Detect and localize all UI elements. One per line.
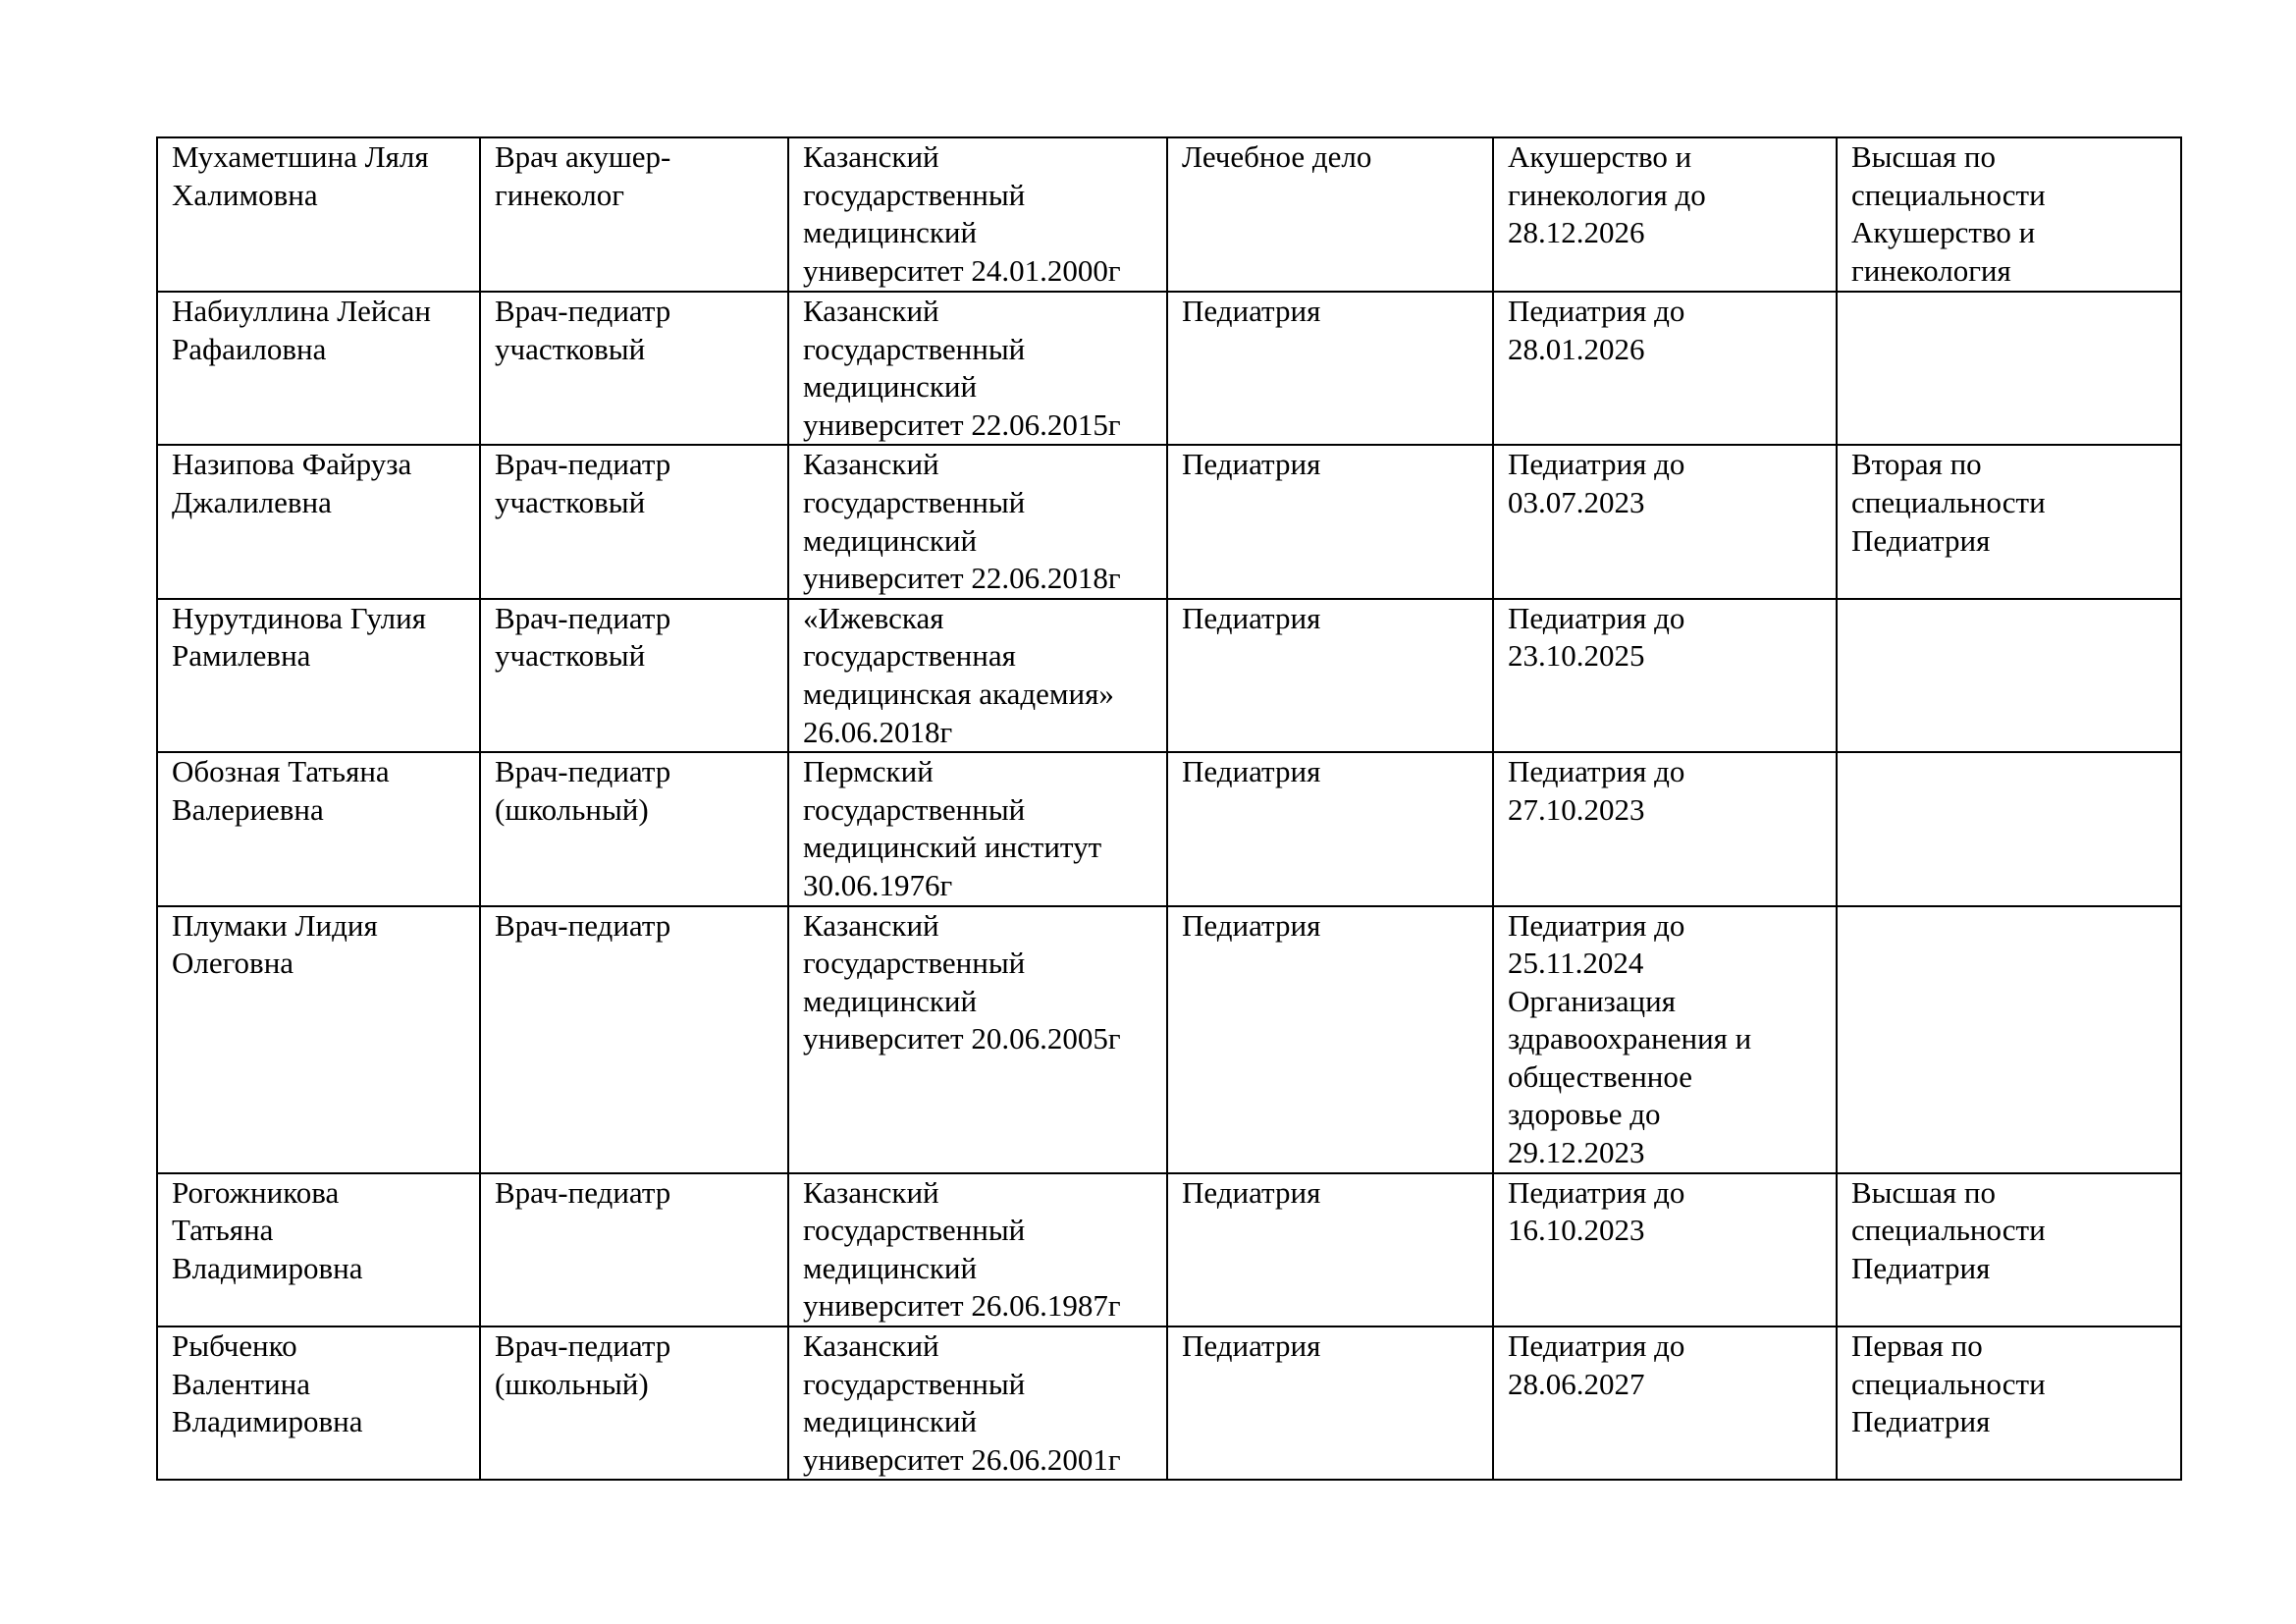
cell-certificate: Педиатрия до 25.11.2024 Организация здравоохранения и общественное здоровье до 29.12.2023 <box>1493 906 1837 1173</box>
cell-name: Назипова Файруза Джалилевна <box>157 445 480 598</box>
cell-specialty: Педиатрия <box>1167 752 1493 905</box>
cell-education: Казанский государственный медицинский университет 24.01.2000г <box>788 137 1167 292</box>
cell-category <box>1837 906 2181 1173</box>
cell-category: Первая по специальности Педиатрия <box>1837 1326 2181 1480</box>
cell-specialty: Педиатрия <box>1167 1173 1493 1326</box>
cell-specialty: Педиатрия <box>1167 1326 1493 1480</box>
cell-position: Врач-педиатр участковый <box>480 599 788 752</box>
cell-position: Врач-педиатр (школьный) <box>480 752 788 905</box>
table-row <box>157 445 2181 598</box>
cell-name: Обозная Татьяна Валериевна <box>157 752 480 905</box>
table-row <box>157 1173 2181 1326</box>
cell-certificate: Педиатрия до 27.10.2023 <box>1493 752 1837 905</box>
cell-category <box>1837 292 2181 445</box>
cell-position: Врач-педиатр <box>480 906 788 1173</box>
cell-category: Высшая по специальности Педиатрия <box>1837 1173 2181 1326</box>
cell-position: Врач акушер- гинеколог <box>480 137 788 292</box>
cell-certificate: Акушерство и гинекология до 28.12.2026 <box>1493 137 1837 292</box>
cell-category: Вторая по специальности Педиатрия <box>1837 445 2181 598</box>
cell-education: Пермский государственный медицинский институт 30.06.1976г <box>788 752 1167 905</box>
cell-position: Врач-педиатр участковый <box>480 292 788 445</box>
cell-education: «Ижевская государственная медицинская академия» 26.06.2018г <box>788 599 1167 752</box>
cell-name: Нурутдинова Гулия Рамилевна <box>157 599 480 752</box>
table-row <box>157 137 2181 292</box>
staff-table <box>156 136 2182 1481</box>
cell-position: Врач-педиатр (школьный) <box>480 1326 788 1480</box>
table-row <box>157 1326 2181 1480</box>
cell-specialty: Педиатрия <box>1167 906 1493 1173</box>
cell-education: Казанский государственный медицинский университет 26.06.1987г <box>788 1173 1167 1326</box>
cell-category: Высшая по специальности Акушерство и гинекология <box>1837 137 2181 292</box>
cell-certificate: Педиатрия до 03.07.2023 <box>1493 445 1837 598</box>
cell-position: Врач-педиатр <box>480 1173 788 1326</box>
table-row <box>157 599 2181 752</box>
cell-category <box>1837 599 2181 752</box>
cell-education: Казанский государственный медицинский университет 26.06.2001г <box>788 1326 1167 1480</box>
cell-education: Казанский государственный медицинский университет 22.06.2018г <box>788 445 1167 598</box>
cell-specialty: Педиатрия <box>1167 292 1493 445</box>
cell-category <box>1837 752 2181 905</box>
cell-name: Набиуллина Лейсан Рафаиловна <box>157 292 480 445</box>
cell-specialty: Лечебное дело <box>1167 137 1493 292</box>
cell-name: Рыбченко Валентина Владимировна <box>157 1326 480 1480</box>
cell-education: Казанский государственный медицинский университет 22.06.2015г <box>788 292 1167 445</box>
cell-certificate: Педиатрия до 23.10.2025 <box>1493 599 1837 752</box>
cell-certificate: Педиатрия до 28.06.2027 <box>1493 1326 1837 1480</box>
table-row <box>157 752 2181 905</box>
cell-position: Врач-педиатр участковый <box>480 445 788 598</box>
table-row <box>157 292 2181 445</box>
cell-education: Казанский государственный медицинский университет 20.06.2005г <box>788 906 1167 1173</box>
cell-name: Плумаки Лидия Олеговна <box>157 906 480 1173</box>
cell-name: Рогожникова Татьяна Владимировна <box>157 1173 480 1326</box>
cell-certificate: Педиатрия до 16.10.2023 <box>1493 1173 1837 1326</box>
cell-specialty: Педиатрия <box>1167 599 1493 752</box>
cell-certificate: Педиатрия до 28.01.2026 <box>1493 292 1837 445</box>
cell-name: Мухаметшина Ляля Халимовна <box>157 137 480 292</box>
table-row <box>157 906 2181 1173</box>
cell-specialty: Педиатрия <box>1167 445 1493 598</box>
